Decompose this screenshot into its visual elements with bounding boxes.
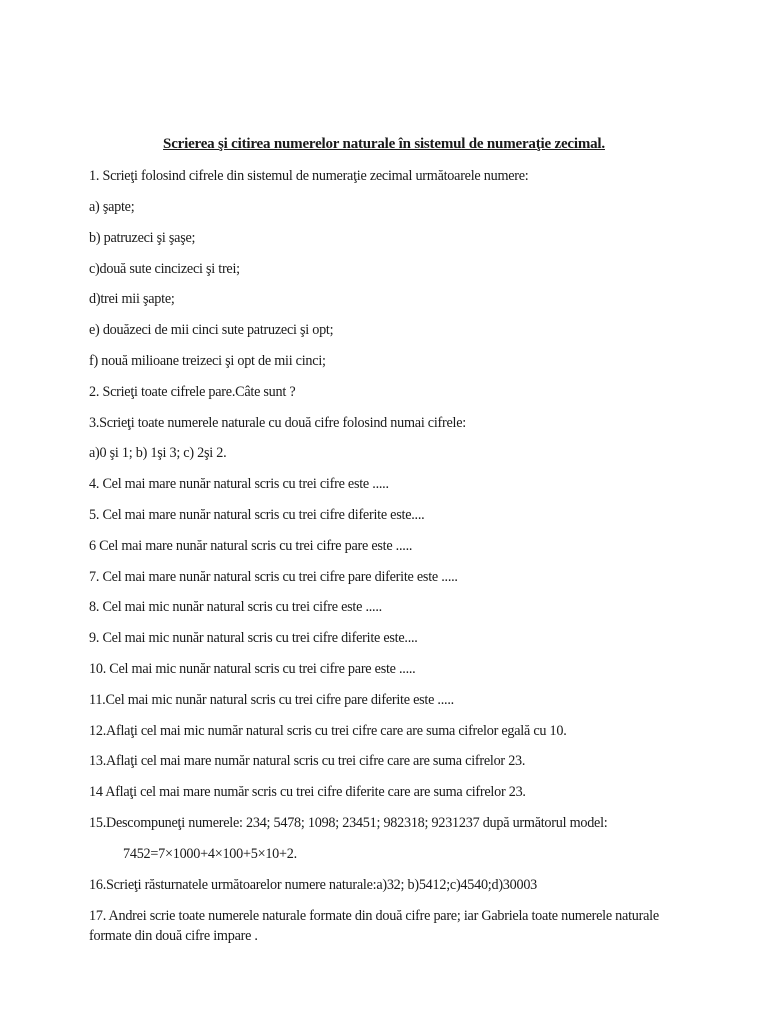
exercise-1-item-e: e) douăzeci de mii cinci sute patruzeci şi opt;	[89, 322, 334, 338]
exercise-1-item-a: a) şapte;	[89, 199, 135, 215]
exercise-17: 17. Andrei scrie toate numerele naturale formate din două cifre pare; iar Gabriela toate numerele naturale formate din două cifre impare .	[89, 908, 659, 944]
exercise-1-item-d: d)trei mii şapte;	[89, 291, 175, 307]
exercise-6: 6 Cel mai mare nunăr natural scris cu trei cifre pare este .....	[89, 538, 413, 554]
exercise-3-prompt: 3.Scrieţi toate numerele naturale cu două cifre folosind numai cifrele:	[89, 415, 466, 431]
exercise-2: 2. Scrieţi toate cifrele pare.Câte sunt ?	[89, 384, 296, 400]
exercise-12: 12.Aflaţi cel mai mic număr natural scris cu trei cifre care are suma cifrelor egală cu 10.	[89, 723, 567, 739]
exercise-7: 7. Cel mai mare nunăr natural scris cu trei cifre pare diferite este .....	[89, 569, 458, 585]
exercise-15-model: 7452=7×1000+4×100+5×10+2.	[123, 846, 297, 862]
exercise-9: 9. Cel mai mic nunăr natural scris cu trei cifre diferite este....	[89, 630, 418, 646]
exercise-15-prompt: 15.Descompuneţi numerele: 234; 5478; 1098; 23451; 982318; 9231237 după următorul model:	[89, 815, 608, 831]
exercise-8: 8. Cel mai mic nunăr natural scris cu trei cifre este .....	[89, 599, 382, 615]
exercise-1-item-c: c)două sute cincizeci şi trei;	[89, 261, 240, 277]
exercise-13: 13.Aflaţi cel mai mare număr natural scris cu trei cifre care are suma cifrelor 23.	[89, 753, 526, 769]
exercise-1-item-b: b) patruzeci şi şaşe;	[89, 230, 196, 246]
document-title: Scrierea şi citirea numerelor naturale în sistemul de numeraţie zecimal.	[163, 136, 605, 152]
exercise-5: 5. Cel mai mare nunăr natural scris cu trei cifre diferite este....	[89, 507, 425, 523]
exercise-10: 10. Cel mai mic nunăr natural scris cu trei cifre pare este .....	[89, 661, 416, 677]
exercise-1-item-f: f) nouă milioane treizeci şi opt de mii cinci;	[89, 353, 326, 369]
exercise-16: 16.Scrieţi răsturnatele următoarelor numere naturale:a)32; b)5412;c)4540;d)30003	[89, 877, 538, 893]
exercise-3-items: a)0 şi 1; b) 1şi 3; c) 2şi 2.	[89, 445, 227, 461]
exercise-14: 14 Aflaţi cel mai mare număr scris cu trei cifre diferite care are suma cifrelor 23.	[89, 784, 526, 800]
exercise-1-prompt: 1. Scrieţi folosind cifrele din sistemul de numeraţie zecimal următoarele numere:	[89, 168, 529, 184]
exercise-4: 4. Cel mai mare nunăr natural scris cu trei cifre este .....	[89, 476, 389, 492]
exercise-11: 11.Cel mai mic nunăr natural scris cu trei cifre pare diferite este .....	[89, 692, 454, 708]
